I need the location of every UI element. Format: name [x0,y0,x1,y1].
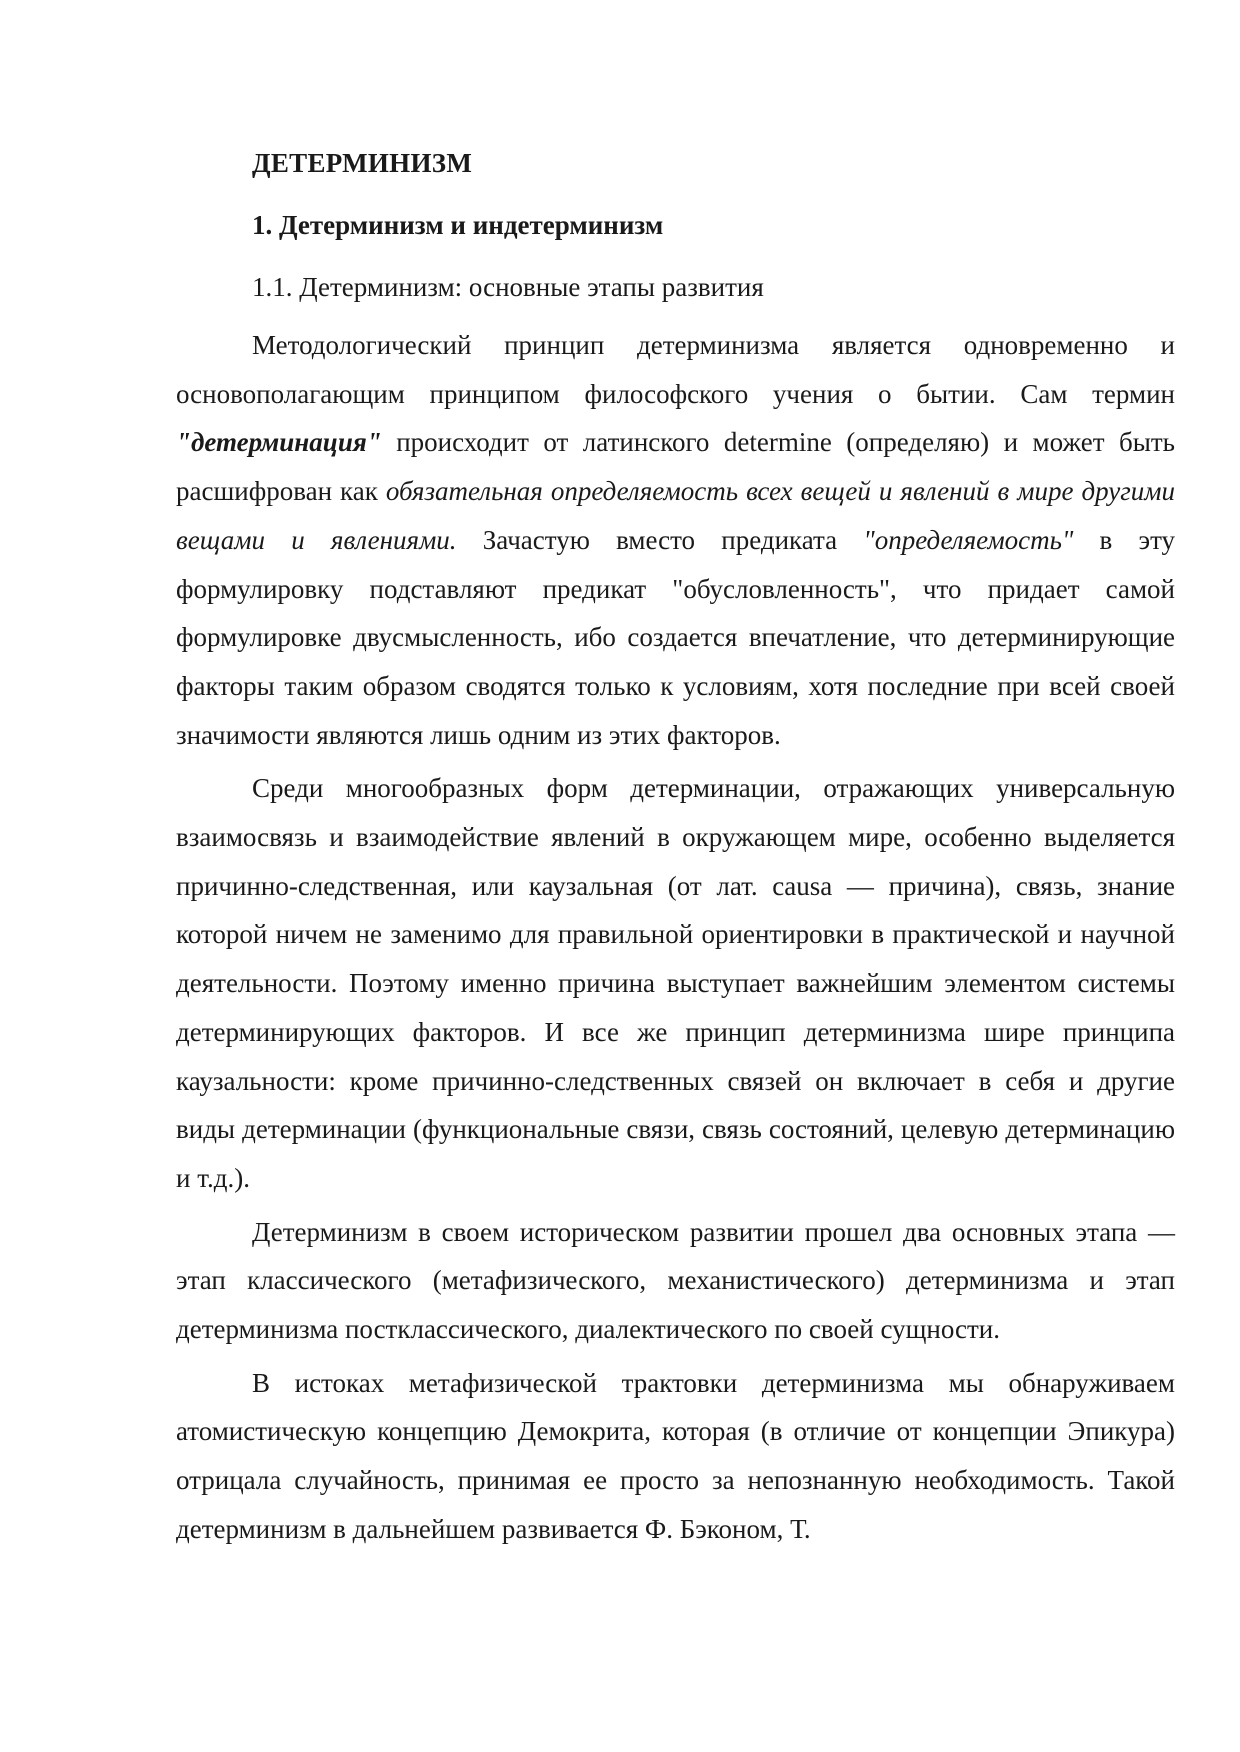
paragraph-1-text-b: происходит от латинского determine (определяю) и может быть расшифрован как [176,427,1175,507]
document-title: ДЕТЕРМИНИЗМ [252,148,473,178]
paragraph-1 [176,321,1175,759]
term-determination: "детерминация" [176,427,382,458]
paragraph-1-text-a: Методологический принцип детерминизма является одновременно и основополагающим принципом философского учения о бытии. Сам термин [176,330,1175,409]
predicate-term: "определяемость" [863,524,1074,555]
paragraph-1-text-d: в эту формулировку подставляют предикат "обусловленность", что придает самой формулировке двусмысленность, ибо создается впечатление, что детерминирующие факторы таким образом сводятся только к условиям, хотя последние при всей своей значимости являются лишь одним из этих факторов. [176,524,1176,750]
definition-text: обязательная определяемость всех вещей и явлений в мире другими вещами и явлениями. [176,476,1176,555]
paragraph-2: Среди многообразных форм детерминации, отражающих универсальную взаимосвязь и взаимодействие явлений в окружающем мире, особенно выделяется причинно-следственная, или каузальная (от лат. causa — причина), связь, знание которой ничем не заменимо для правильной ориентировки в практической и научной деятельности. Поэтому именно причина выступает важнейшим элементом системы детерминирующих факторов. И все же принцип детерминизма шире принципа каузальности: кроме причинно-следственных связей он включает в себя и другие виды детерминации (функциональные связи, связь состояний, целевую детерминацию и т.д.). [176,773,1175,1193]
paragraph-4: В истоках метафизической трактовки детерминизма мы обнаруживаем атомистическую концепцию Демокрита, которая (в отличие от концепции Эпикура) отрицала случайность, принимая ее просто за непознанную необходимость. Такой детерминизм в дальнейшем развивается Ф. Бэконом, Т. [176,1367,1175,1544]
paragraph-3: Детерминизм в своем историческом развитии прошел два основных этапа — этап классического (метафизического, механистического) детерминизма и этап детерминизма постклассического, диалектического по своей сущности. [176,1216,1175,1345]
paragraph-1-text-c: Зачастую вместо предиката [456,524,864,555]
body-text [176,321,1175,1559]
subsection-title: 1.1. Детерминизм: основные этапы развития [252,272,764,302]
section-title: 1. Детерминизм и индетерминизм [252,210,664,240]
